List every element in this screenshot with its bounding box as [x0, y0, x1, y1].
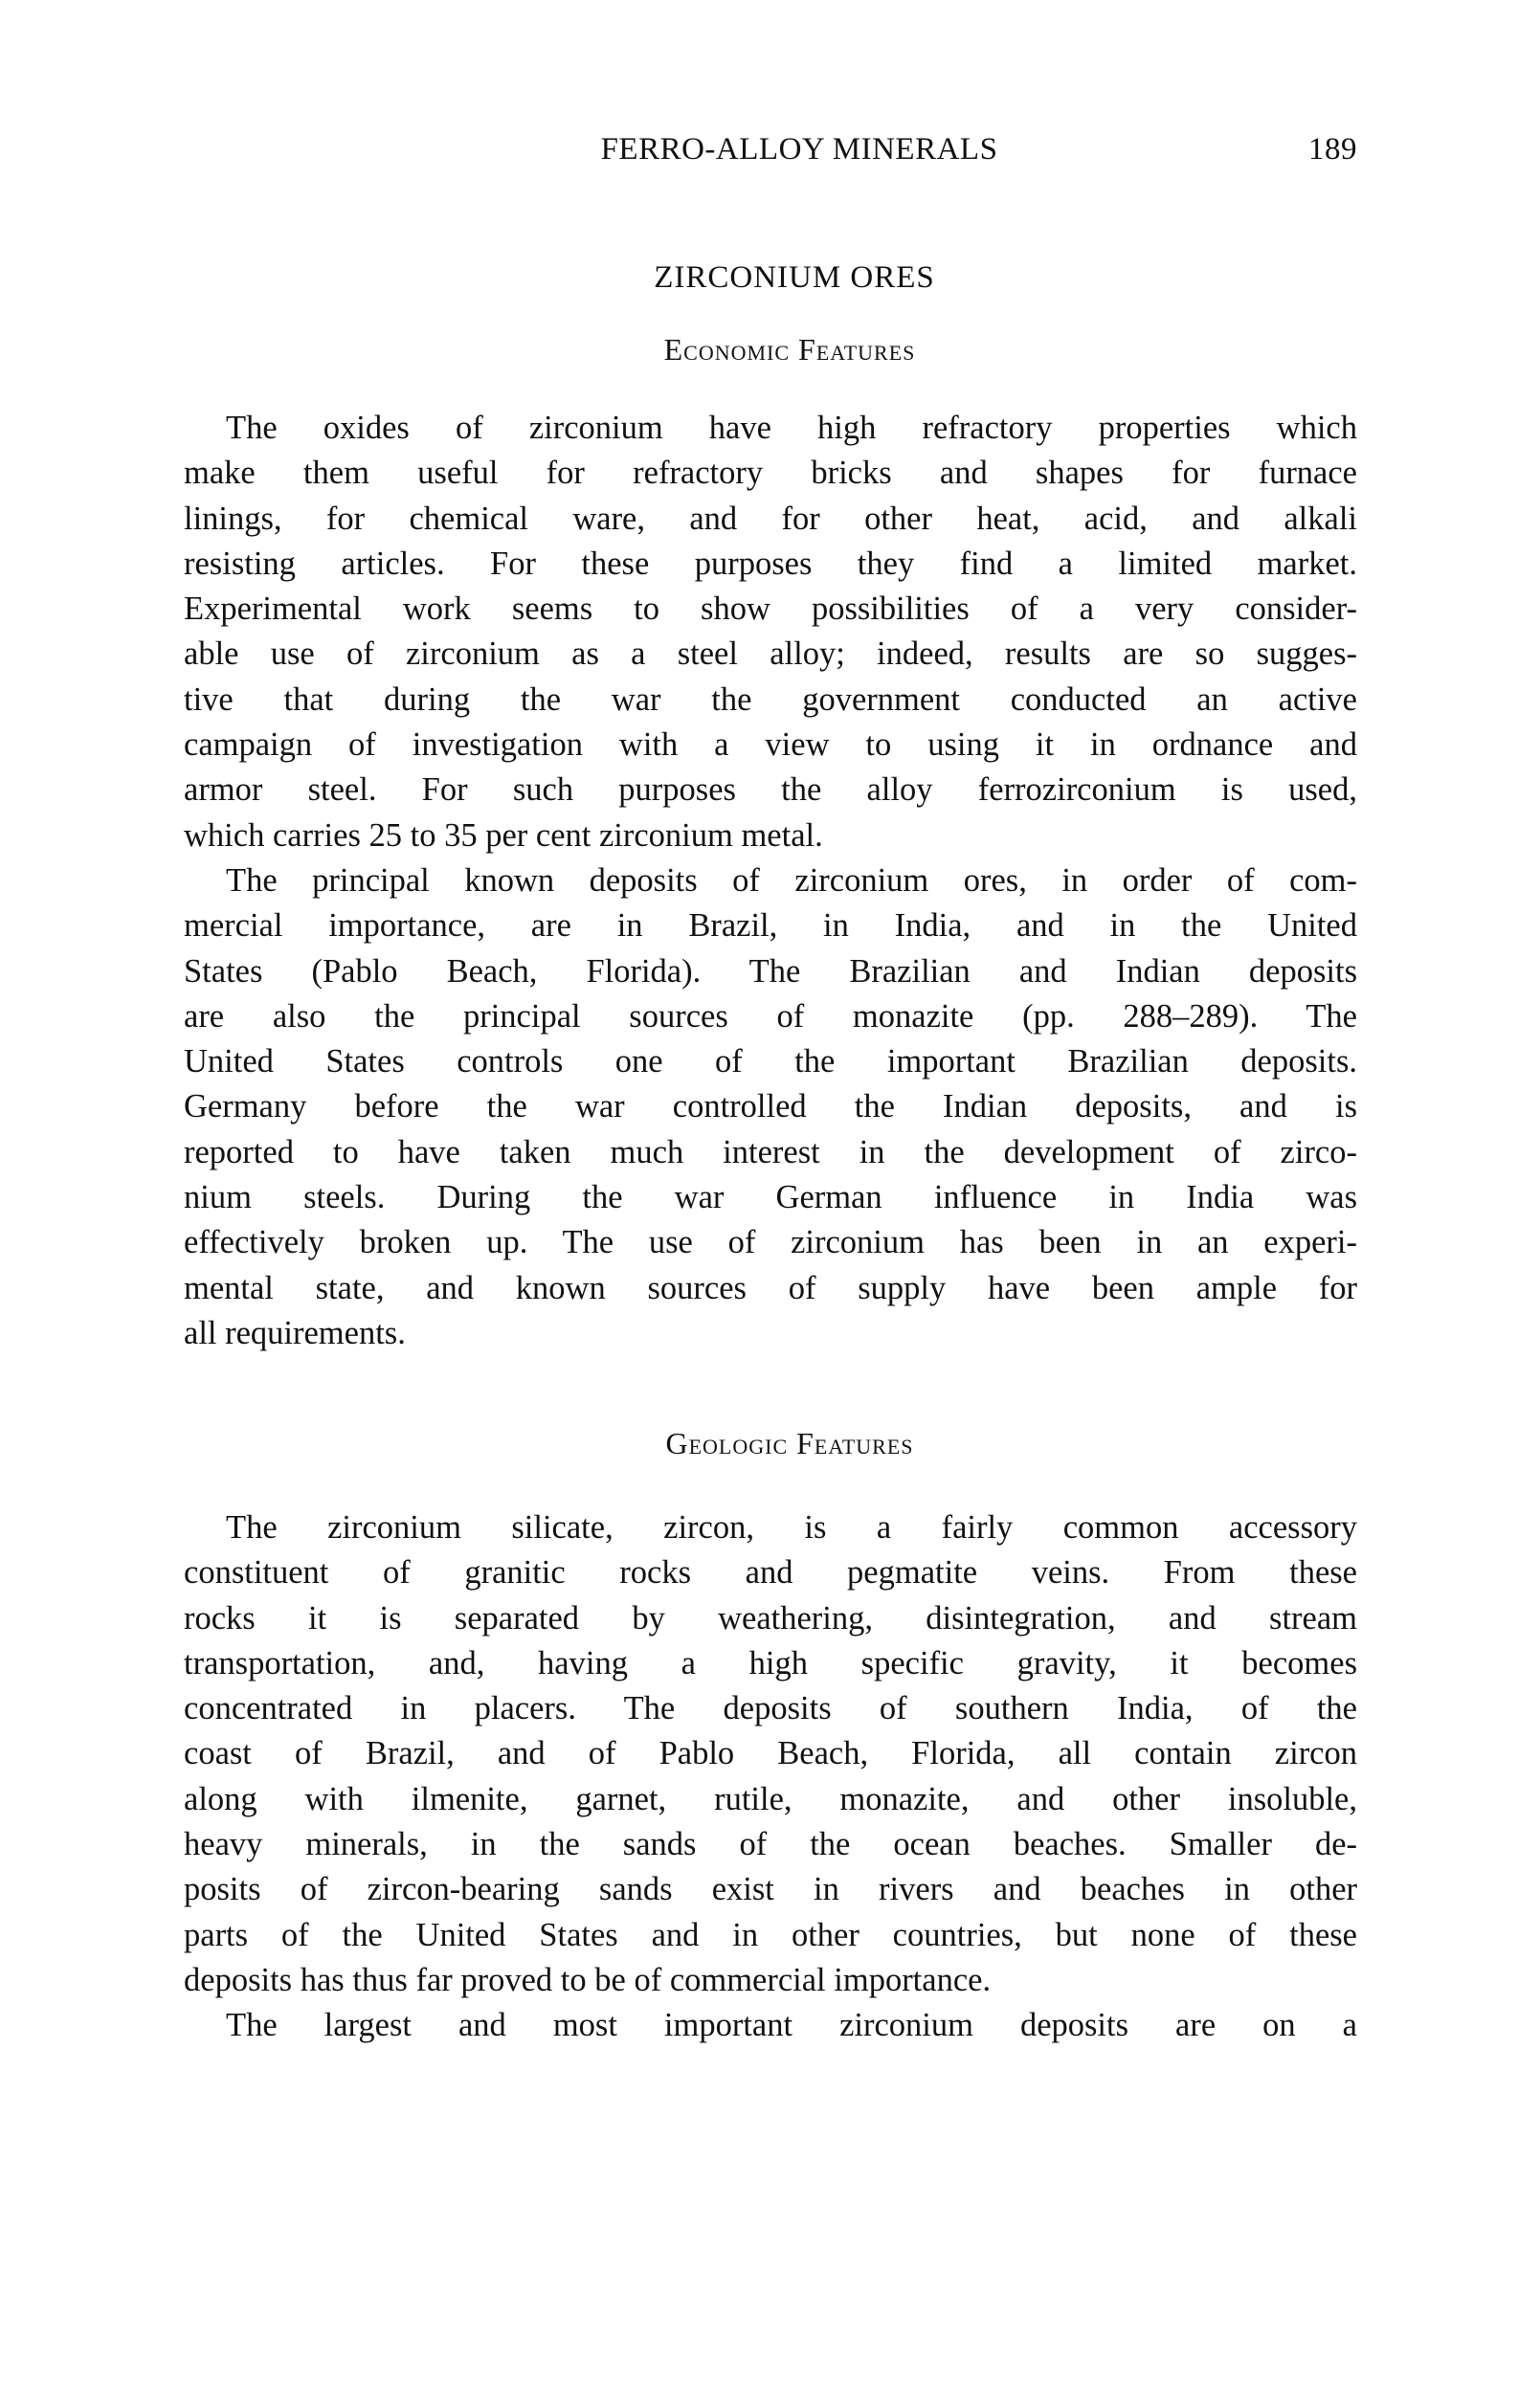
text-line: The oxides of zirconium have high refractory properties which — [226, 410, 1357, 446]
section-heading-geologic-features: Geologic Features — [665, 1426, 914, 1460]
text-line: The zirconium silicate, zircon, is a fairly common accessory — [226, 1509, 1357, 1546]
running-head — [184, 132, 1357, 170]
text-line: heavy minerals, in the sands of the ocean beaches. Smaller de- — [184, 1826, 1357, 1863]
text-line: transportation, and, having a high specific gravity, it becomes — [184, 1644, 1357, 1681]
section-heading-economic-features: Economic Features — [663, 332, 916, 367]
text-line: mercial importance, are in Brazil, in India, and in the United — [184, 907, 1357, 945]
page-number: 189 — [1308, 132, 1357, 167]
paragraph — [184, 406, 1357, 858]
text-line: rocks it is separated by weathering, disintegration, and stream — [184, 1599, 1357, 1637]
text-line: all requirements. — [184, 1314, 406, 1351]
text-line: The principal known deposits of zirconium ores, in order of com- — [226, 861, 1357, 899]
running-head-title: FERRO-ALLOY MINERALS — [600, 132, 998, 167]
text-line: The largest and most important zirconium deposits are on a — [226, 2007, 1357, 2044]
text-line: linings, for chemical ware, and for other heat, acid, and alkali — [184, 500, 1357, 537]
text-line: Experimental work seems to show possibilities of a very consider- — [184, 590, 1357, 628]
paragraph — [184, 2003, 1357, 2048]
text-line: effectively broken up. The use of zirconium has been in an experi- — [184, 1224, 1357, 1261]
text-line: reported to have taken much interest in the development of zirco- — [184, 1133, 1357, 1170]
text-line: make them useful for refractory bricks and shapes for furnace — [184, 455, 1357, 492]
text-line: States (Pablo Beach, Florida). The Brazilian and Indian deposits — [184, 952, 1357, 990]
text-line: campaign of investigation with a view to using it in ordnance and — [184, 726, 1357, 764]
text-line: are also the principal sources of monazite (pp. 288–289). The — [184, 997, 1357, 1035]
economic-features-body — [184, 406, 1357, 1356]
text-line: mental state, and known sources of supply have been ample for — [184, 1269, 1357, 1306]
text-line: able use of zirconium as a steel alloy; indeed, results are so sugges- — [184, 635, 1357, 673]
text-line: Germany before the war controlled the Indian deposits, and is — [184, 1088, 1357, 1125]
text-line: United States controls one of the important Brazilian deposits. — [184, 1043, 1357, 1080]
text-line: coast of Brazil, and of Pablo Beach, Florida, all contain zircon — [184, 1735, 1357, 1772]
text-line: along with ilmenite, garnet, rutile, monazite, and other insoluble, — [184, 1780, 1357, 1817]
text-line: nium steels. During the war German influence in India was — [184, 1179, 1357, 1216]
paragraph — [184, 1505, 1357, 2003]
chapter-title: ZIRCONIUM ORES — [654, 260, 935, 295]
geologic-features-body — [184, 1505, 1357, 2049]
text-line: parts of the United States and in other countries, but none of these — [184, 1916, 1357, 1953]
text-line: concentrated in placers. The deposits of southern India, of the — [184, 1690, 1357, 1727]
text-line: which carries 25 to 35 per cent zirconium metal. — [184, 816, 823, 854]
text-line: posits of zircon-bearing sands exist in rivers and beaches in other — [184, 1871, 1357, 1908]
text-line: deposits has thus far proved to be of commercial importance. — [184, 1961, 992, 1998]
text-line: constituent of granitic rocks and pegmatite veins. From these — [184, 1554, 1357, 1592]
text-line: armor steel. For such purposes the alloy ferrozirconium is used, — [184, 771, 1357, 809]
paragraph — [184, 858, 1357, 1356]
text-line: tive that during the war the government conducted an active — [184, 680, 1357, 718]
text-line: resisting articles. For these purposes they find a limited market. — [184, 545, 1357, 582]
